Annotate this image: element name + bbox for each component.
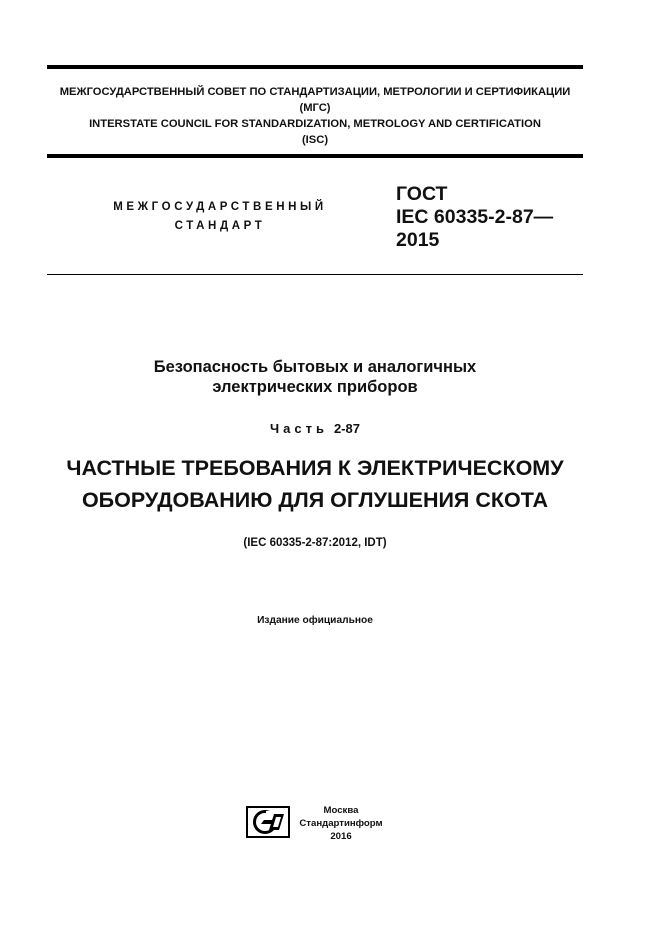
middle-divider xyxy=(47,154,583,158)
council-en-abbr: (ISC) xyxy=(301,134,329,146)
thin-divider xyxy=(47,274,583,275)
publisher-city: Москва xyxy=(323,805,359,816)
part-title xyxy=(40,452,590,516)
council-ru-name: МЕЖГОСУДАРСТВЕННЫЙ СОВЕТ ПО СТАНДАРТИЗАЦИИ, МЕТРОЛОГИИ И СЕРТИФИКАЦИИ xyxy=(59,86,571,98)
council-en-name: INTERSTATE COUNCIL FOR STANDARDIZATION, METROLOGY AND CERTIFICATION xyxy=(89,118,541,130)
publisher-year: 2016 xyxy=(330,831,352,842)
iec-reference: (IEC 60335-2-87:2012, IDT) xyxy=(243,537,387,549)
standard-kind-line2: СТАНДАРТ xyxy=(174,220,266,232)
publisher-name: Стандартинформ xyxy=(299,818,383,829)
part-title-line2: ОБОРУДОВАНИЮ ДЛЯ ОГЛУШЕНИЯ СКОТА xyxy=(81,488,549,512)
gost-number: IEC 60335-2-87— xyxy=(396,206,554,228)
gost-year: 2015 xyxy=(396,229,440,251)
part-word: Часть xyxy=(270,421,328,436)
document-title-line2: электрических приборов xyxy=(212,378,418,396)
part-number: 2-87 xyxy=(333,421,360,436)
council-ru-abbr: (МГС) xyxy=(299,102,331,114)
publisher-block xyxy=(296,804,386,843)
edition-label: Издание официальное xyxy=(257,615,373,626)
top-divider xyxy=(47,65,583,69)
council-header xyxy=(47,84,583,148)
gost-label: ГОСТ xyxy=(396,183,448,205)
standard-kind xyxy=(80,198,360,236)
part-label xyxy=(47,421,583,436)
document-title xyxy=(47,357,583,397)
part-title-line1: ЧАСТНЫЕ ТРЕБОВАНИЯ К ЭЛЕКТРИЧЕСКОМУ xyxy=(66,456,564,480)
standard-kind-line1: МЕЖГОСУДАРСТВЕННЫЙ xyxy=(113,201,327,213)
standartinform-logo-icon xyxy=(246,806,290,838)
gost-designation xyxy=(396,183,553,252)
document-title-line1: Безопасность бытовых и аналогичных xyxy=(153,358,477,376)
